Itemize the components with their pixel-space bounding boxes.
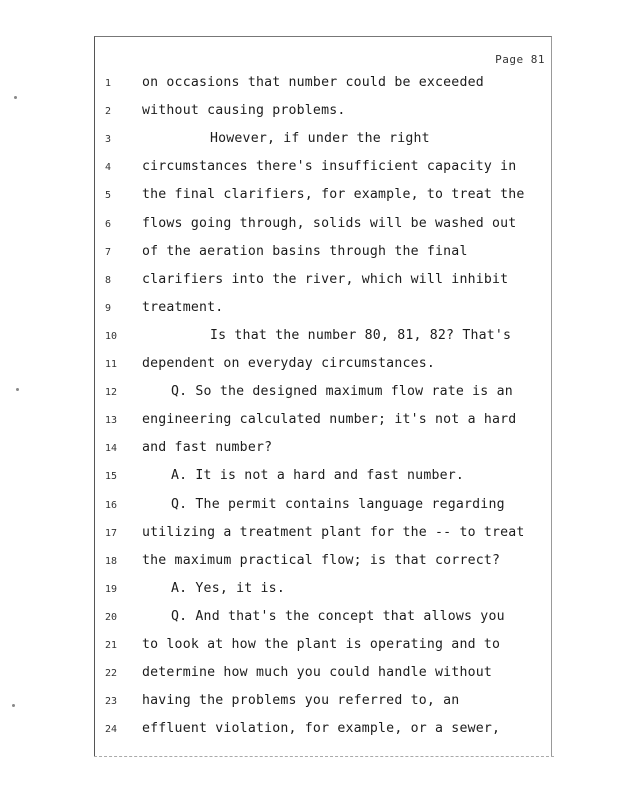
- line-text: Q. And that's the concept that allows you: [171, 608, 505, 624]
- line-text: the maximum practical flow; is that correct?: [142, 552, 501, 568]
- line-number: 13: [105, 415, 118, 427]
- line-text: Q. The permit contains language regarding: [171, 496, 505, 512]
- line-number: 2: [105, 106, 112, 118]
- line-text: A. It is not a hard and fast number.: [171, 468, 465, 484]
- line-number: 24: [105, 724, 118, 736]
- line-number: 10: [105, 330, 118, 342]
- scan-speck: [16, 388, 19, 391]
- line-number: 18: [105, 555, 118, 567]
- line-text: Q. So the designed maximum flow rate is an: [171, 384, 513, 400]
- line-number: 12: [105, 387, 118, 399]
- line-number: 16: [105, 499, 118, 511]
- line-number: 8: [105, 274, 112, 286]
- line-text: to look at how the plant is operating and to: [142, 637, 501, 652]
- line-text: However, if under the right: [210, 131, 430, 147]
- line-number: 9: [105, 302, 112, 314]
- page-number: Page 81: [495, 53, 545, 66]
- line-text: engineering calculated number; it's not a hard: [142, 412, 517, 428]
- line-text: flows going through, solids will be washed out: [142, 215, 517, 231]
- line-text: the final clarifiers, for example, to treat the: [142, 187, 525, 203]
- line-text: utilizing a treatment plant for the -- to treat: [142, 524, 525, 540]
- line-text: clarifiers into the river, which will inhibit: [142, 271, 509, 287]
- line-number: 15: [105, 471, 118, 483]
- line-number: 11: [105, 359, 118, 370]
- bottom-rule: [94, 756, 554, 757]
- line-number: 14: [105, 443, 118, 455]
- line-number: 1: [105, 78, 112, 89]
- scan-speck: [12, 704, 15, 707]
- line-number: 3: [105, 134, 112, 146]
- line-number: 4: [105, 162, 112, 174]
- line-text: dependent on everyday circumstances.: [142, 356, 436, 371]
- line-number: 7: [105, 246, 112, 258]
- line-number: 19: [105, 583, 118, 595]
- line-number: 20: [105, 611, 118, 623]
- line-number: 5: [105, 190, 112, 202]
- line-text: Is that the number 80, 81, 82? That's: [210, 327, 512, 343]
- line-text: effluent violation, for example, or a sewer,: [142, 721, 501, 737]
- line-number: 22: [105, 668, 118, 680]
- transcript-page-frame: [94, 36, 552, 756]
- line-number: 6: [105, 218, 112, 230]
- line-text: without causing problems.: [142, 103, 346, 119]
- line-text: on occasions that number could be exceeded: [142, 75, 484, 90]
- scan-speck: [14, 96, 17, 99]
- line-text: having the problems you referred to, an: [142, 693, 460, 709]
- line-number: 17: [105, 527, 118, 539]
- line-number: 23: [105, 696, 118, 708]
- line-text: treatment.: [142, 299, 224, 315]
- line-text: determine how much you could handle without: [142, 665, 493, 681]
- line-text: and fast number?: [142, 440, 273, 456]
- line-text: A. Yes, it is.: [171, 580, 285, 596]
- line-text: of the aeration basins through the final: [142, 243, 468, 259]
- line-text: circumstances there's insufficient capacity in: [142, 159, 517, 175]
- line-number: 21: [105, 640, 118, 651]
